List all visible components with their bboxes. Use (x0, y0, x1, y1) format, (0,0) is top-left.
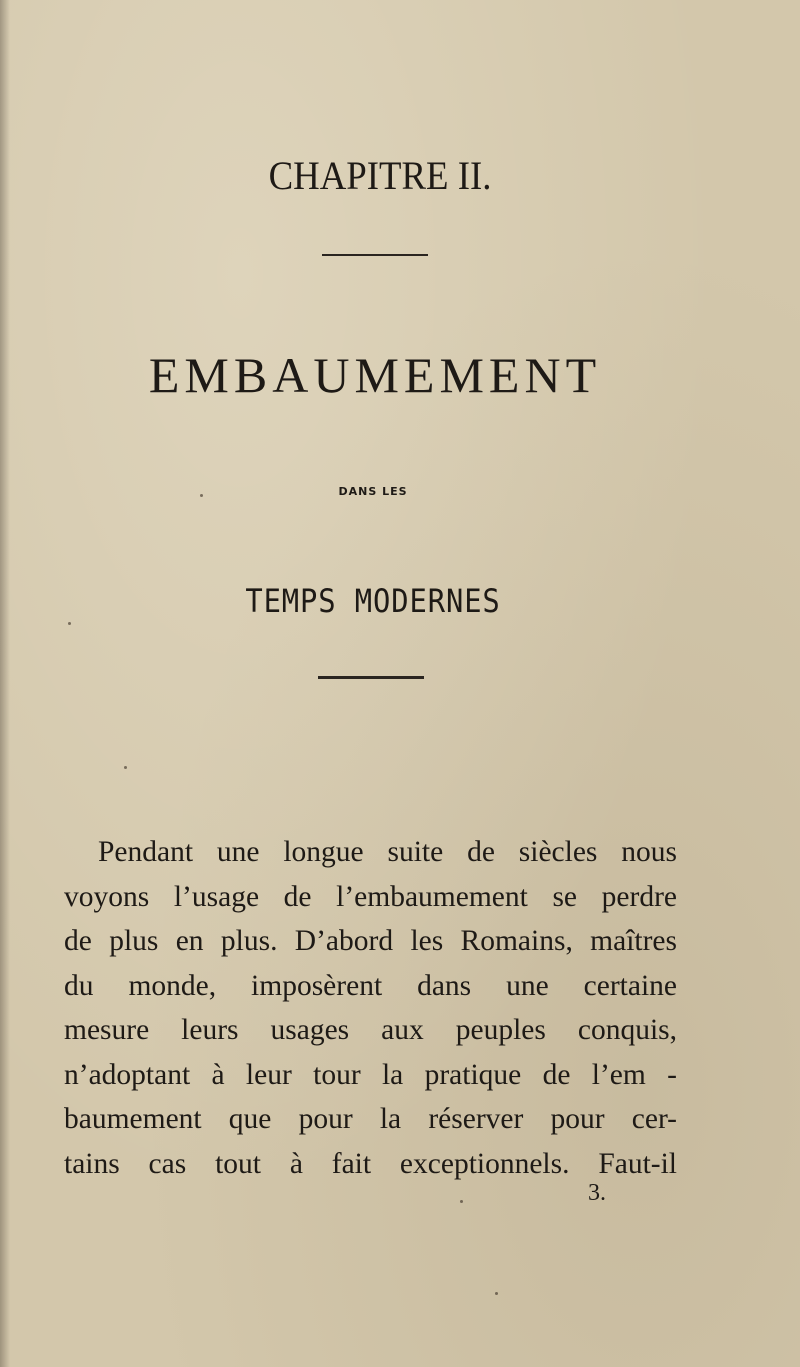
title-connector: DANS LES (338, 485, 408, 498)
page-marker: 3. (588, 1180, 606, 1206)
bottom-divider (318, 676, 424, 679)
body-paragraph (64, 830, 677, 1186)
body-line: Pendant une longue suite de siècles nous (98, 836, 677, 868)
paper-speck (200, 494, 203, 497)
paper-speck (495, 1292, 498, 1295)
paper-speck (124, 766, 127, 769)
body-line: n’adoptant à leur tour la pratique de l’em - (64, 1058, 677, 1091)
paper-speck (68, 622, 71, 625)
paper-speck (460, 1200, 463, 1203)
body-line: du monde, imposèrent dans une certaine (64, 969, 677, 1002)
body-line: mesure leurs usages aux peuples conquis, (64, 1014, 677, 1046)
body-line: tains cas tout à fait exceptionnels. Faut-il (64, 1147, 677, 1180)
top-divider (322, 254, 428, 256)
body-line: de plus en plus. D’abord les Romains, maîtres (64, 925, 677, 957)
section-subtitle: TEMPS MODERNES (245, 582, 501, 620)
binding-shadow (0, 0, 10, 1367)
section-title: EMBAUMEMENT (148, 347, 602, 403)
chapter-heading: CHAPITRE II. (268, 153, 492, 198)
body-line: voyons l’usage de l’embaumement se perdre (64, 880, 677, 913)
body-line: baumement que pour la réserver pour cer- (64, 1103, 677, 1135)
